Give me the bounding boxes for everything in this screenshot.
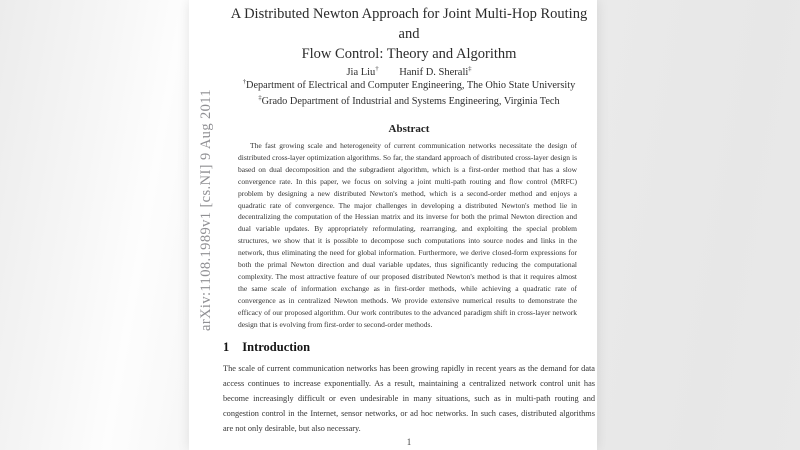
author-2-mark: ‡ [468, 65, 472, 73]
section-1-number: 1 [223, 339, 230, 354]
section-1-title: Introduction [242, 339, 311, 354]
author-1-name: Jia Liu [346, 67, 376, 78]
arxiv-sidebar-stamp: arXiv:1108.1989v1 [cs.NI] 9 Aug 2011 [198, 88, 214, 331]
section-1-heading [223, 340, 595, 355]
paper-title [223, 4, 595, 64]
author-2 [399, 67, 471, 78]
introduction-paragraph: The scale of current communication networks has been growing rapidly in recent years as the demand for data access continues to increase exponentially. As a result, maintaining a centralized network control unit has become increasingly difficult or even undesirable in many situations, such as in multi-path routing and congestion control in the Internet, sensor networks, or ad hoc networks. In such cases, distributed algorithms are not only desirable, but also necessary. [223, 363, 595, 433]
author-1 [346, 67, 378, 78]
affiliation-2-mark: ‡ [258, 94, 262, 102]
author-1-mark: † [375, 65, 379, 73]
paper-title-line-2: Flow Control: Theory and Algorithm [301, 46, 517, 62]
abstract-text: The fast growing scale and heterogeneity of current communication networks necessitate the design of distributed cross-layer optimization algorithms. So far, the standard approach of distributed cross-layer design is based on dual decomposition and the subgradient algorithm, which is a first-order method that has a slow convergence rate. In this paper, we focus on solving a joint multi-path routing and flow control (MRFC) problem by designing a new distributed Newton's method, which is a second-order method and enjoys a quadratic rate of convergence. The major challenges in developing a distributed Newton's method lie in decentralizing the computation of the Hessian matrix and its inverse for both the primal Newton direction and dual variable updates. By appropriately reformulating, rearranging, and exploiting the special problem structures, we show that it is possible to decompose such computations into source nodes and links in the network, thus eliminating the need for global information. Furthermore, we derive closed-form expressions for both the primal Newton direction and dual variable updates, thus significantly reducing the computational complexity. The most attractive feature of our proposed distributed Newton's method is that it requires almost the same scale of information exchange as in first-order methods, while achieving a quadratic rate of convergence as in centralized Newton methods. We provide extensive numerical results to demonstrate the efficacy of our proposed algorithm. Our work contributes to the advanced paradigm shift in cross-layer network design that is evolving from first-order to second-order methods. [238, 141, 577, 329]
author-2-name: Hanif D. Sherali [399, 67, 469, 78]
paper-title-line-1: A Distributed Newton Approach for Joint Multi-Hop Routing and [230, 6, 588, 42]
page-number: 1 [406, 437, 412, 447]
affiliation-1 [223, 78, 595, 94]
affiliation-1-mark: † [242, 78, 247, 86]
authors-line [223, 67, 595, 78]
abstract-heading: Abstract [388, 123, 430, 135]
affiliation-1-text: Department of Electrical and Computer Engineering, The Ohio State University [246, 80, 576, 91]
page-content [189, 0, 597, 450]
paper-page [189, 0, 597, 450]
affiliation-2-text: Grado Department of Industrial and Systems Engineering, Virginia Tech [261, 95, 560, 107]
affiliation-2 [223, 94, 595, 110]
